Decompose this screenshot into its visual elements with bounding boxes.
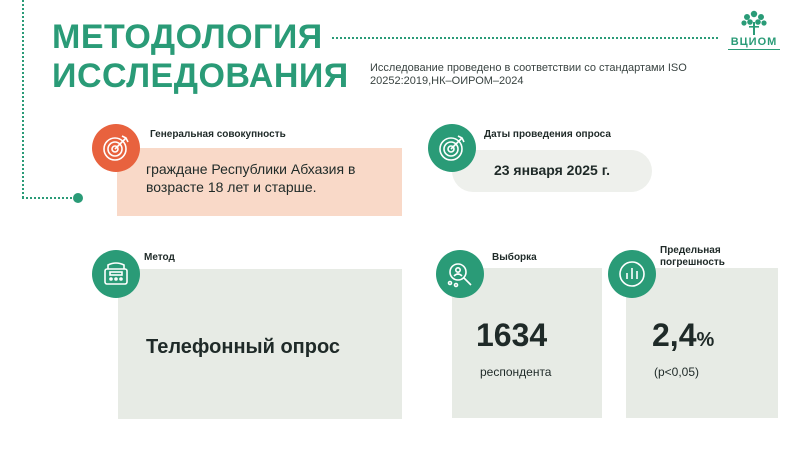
dates-text: 23 января 2025 г. — [493, 162, 611, 178]
error-unit: % — [696, 329, 715, 351]
logo-name: ВЦИОМ — [730, 36, 778, 48]
error-caption: (p<0,05) — [654, 365, 700, 379]
method-label: Метод — [144, 252, 175, 263]
page-subtitle: Исследование проведено в соответствии со стандартами ISO 20252:2019,НК–ОИРОМ–2024 — [370, 62, 687, 87]
tree-icon — [737, 10, 771, 36]
dotted-line-top — [332, 37, 718, 39]
vciom-logo — [726, 10, 782, 66]
page-title-line1: МЕТОДОЛОГИЯ — [52, 18, 323, 56]
dotted-line-horizontal — [22, 197, 76, 199]
population-target-icon — [92, 124, 140, 172]
sample-caption: респондента — [480, 365, 552, 379]
error-value: 2,4 — [652, 317, 697, 353]
error-label: Предельная погрешность — [660, 245, 725, 268]
telephone-icon — [92, 250, 140, 298]
dotted-line-endpoint — [73, 193, 83, 203]
population-text: граждане Республики Абхазия в возрасте 18 лет и старше. — [146, 161, 356, 195]
bar-chart-icon — [608, 250, 656, 298]
dates-label: Даты проведения опроса — [484, 129, 611, 140]
page-title — [52, 18, 349, 96]
people-search-icon — [436, 250, 484, 298]
sample-value: 1634 — [476, 317, 548, 353]
page-title-line2: ИССЛЕДОВАНИЯ — [52, 57, 349, 95]
population-label: Генеральная совокупность — [150, 129, 286, 140]
method-text: Телефонный опрос — [146, 336, 341, 358]
error-value-group — [652, 318, 714, 357]
dotted-line-vertical — [22, 0, 24, 198]
sample-label: Выборка — [492, 252, 537, 263]
logo-divider — [728, 49, 780, 50]
